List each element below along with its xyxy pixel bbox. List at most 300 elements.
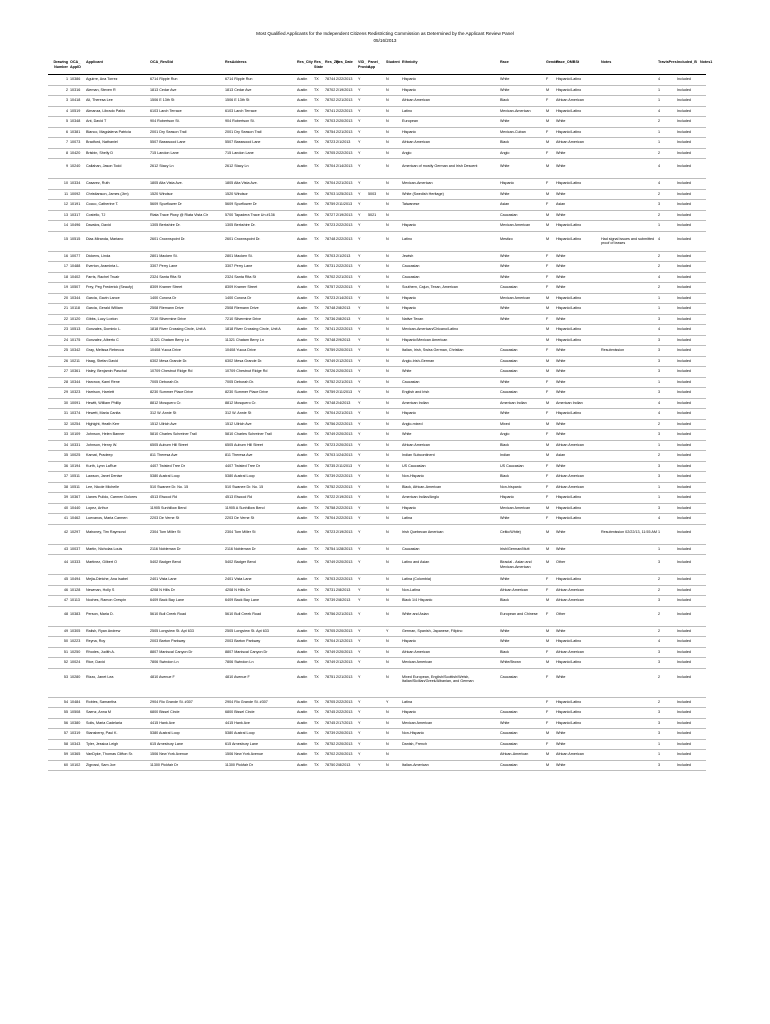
column-header: Notes: [601, 60, 612, 64]
cell-city: Austin: [297, 274, 308, 279]
cell-addr: 4810 Avenue F: [225, 674, 250, 679]
cell-inc: Included: [677, 400, 691, 405]
cell-n: 14: [63, 223, 68, 227]
cell-st: TX: [314, 150, 319, 155]
cell-date: 2/1/2013: [336, 253, 351, 258]
cell-tp: 3: [658, 762, 661, 767]
cell-vid: Y: [358, 611, 361, 616]
cell-date: 2/22/2013: [336, 236, 353, 241]
cell-id: 10025: [70, 453, 81, 457]
cell-inc: Included: [677, 202, 691, 206]
cell-st: TX: [314, 77, 319, 81]
cell-zip: 78705: [325, 628, 336, 633]
cell-zip: 78723: [325, 529, 336, 534]
cell-inc: Included: [677, 181, 691, 185]
cell-st: TX: [314, 337, 319, 342]
cell-date: 2/22/2013: [336, 710, 353, 714]
cell-race: Hispanic: [500, 495, 515, 499]
cell-name: Reyna, Roy: [86, 639, 106, 643]
cell-st: TX: [314, 598, 319, 602]
cell-name: Aguirre, Ana Torrez: [86, 77, 118, 81]
cell-eth: Black 1/4 Hispanic: [402, 598, 433, 602]
cell-omb: White: [556, 762, 566, 767]
cell-inc: Included: [677, 463, 691, 468]
cell-oca: 1400 Corona Dr: [150, 295, 177, 300]
cell-city: Austin: [297, 129, 308, 134]
cell-date: 2/20/2013: [336, 348, 353, 352]
cell-st: TX: [314, 453, 319, 457]
cell-addr: 312 W. Annie St: [225, 411, 252, 415]
cell-g: M: [546, 560, 550, 564]
cell-zip: 78731: [325, 587, 336, 592]
cell-st: TX: [314, 191, 319, 196]
cell-n: 47: [63, 598, 68, 602]
cell-tp: 4: [658, 411, 661, 415]
cell-race: Mexican American: [500, 505, 531, 510]
cell-stu: N: [386, 720, 389, 725]
cell-oca: 8309 Kramer Street: [150, 285, 183, 289]
cell-n: 45: [63, 577, 68, 581]
cell-city: Austin: [297, 560, 308, 564]
cell-n: 58: [63, 741, 68, 746]
cell-st: TX: [314, 587, 319, 592]
cell-inc: Included: [677, 598, 691, 602]
cell-zip: 78741: [325, 108, 336, 113]
cell-g: F: [546, 611, 549, 616]
cell-eth: African American: [402, 649, 430, 654]
cell-tp: 1: [658, 495, 661, 499]
cell-vid: Y: [358, 720, 361, 725]
cell-id: 10381: [70, 129, 81, 134]
cell-g: M: [546, 752, 550, 756]
cell-tp: 1: [658, 546, 661, 551]
cell-omb: Hispanic/Latino: [556, 699, 582, 704]
cell-omb: White: [556, 628, 566, 633]
cell-addr: 2116 Nobleman Dr: [225, 546, 256, 551]
title-line-2: 05/16/2013: [373, 38, 397, 43]
cell-inc: Included: [677, 348, 691, 352]
cell-stu: N: [386, 98, 389, 102]
cell-city: Austin: [297, 660, 308, 664]
cell-tp: 4: [658, 400, 661, 405]
cell-date: 2/20/2013: [336, 432, 353, 436]
cell-n: 28: [63, 379, 68, 384]
cell-oca: 1818 River Crossing Circle, Unit A: [150, 327, 206, 331]
cell-vid: Y: [358, 741, 361, 746]
title-line-1: Most Qualified Applicants for the Independent Citizens Redistricting Commission as Determined by the Applicant Review Panel: [256, 31, 514, 36]
cell-id: 10109: [70, 432, 81, 436]
cell-notes: Resubmission: [601, 348, 625, 352]
cell-omb: White: [556, 358, 566, 363]
cell-name: Hewitt, William Phillip: [86, 400, 122, 405]
table-row: [48, 107, 706, 118]
cell-tp: 2: [658, 119, 661, 123]
cell-addr: 4513 Elwood Rd: [225, 495, 253, 499]
cell-vid: Y: [358, 577, 361, 581]
table-row: [48, 493, 706, 504]
cell-city: Austin: [297, 598, 308, 602]
cell-addr: 1520 Windsor: [225, 191, 248, 196]
table-row: [48, 740, 706, 751]
cell-vid: Y: [358, 463, 361, 468]
cell-name: Lawson, Janet Denise: [86, 474, 123, 478]
table-body: [48, 75, 706, 771]
cell-st: TX: [314, 212, 319, 217]
cell-n: 54: [63, 699, 68, 704]
cell-n: 29: [63, 390, 68, 394]
cell-inc: Included: [677, 495, 691, 499]
cell-omb: American Indian: [556, 400, 583, 405]
cell-g: F: [546, 516, 549, 520]
cell-eth: Black, African-American: [402, 484, 442, 489]
cell-tp: 3: [658, 337, 661, 342]
cell-addr: 6800 Bissel Circle: [225, 710, 255, 714]
cell-tp: 4: [658, 516, 661, 520]
cell-race: Black: [500, 442, 510, 447]
cell-race: Caucasian: [500, 762, 518, 767]
cell-id: 10488: [70, 264, 81, 268]
table-row: [48, 420, 706, 431]
cell-zip: 78754: [325, 129, 336, 134]
cell-n: 60: [63, 762, 68, 767]
cell-eth: Caucasian: [402, 379, 420, 384]
cell-oca: 2904 Rio Grande St. #307: [150, 699, 193, 704]
cell-oca: 2304 Tom Miller St: [150, 529, 181, 534]
cell-name: Davalos, David: [86, 223, 111, 227]
cell-inc: Included: [677, 150, 691, 155]
cell-id: 10380: [70, 720, 81, 725]
cell-date: 2/22/2013: [336, 421, 353, 426]
cell-race: Celtic/White): [500, 529, 521, 534]
cell-n: 23: [63, 327, 68, 331]
cell-name: Lopez, Arthur: [86, 505, 108, 510]
cell-date: 2/14/2013: [336, 295, 353, 300]
cell-addr: 2904 Rio Grande St. #307: [225, 699, 268, 704]
cell-addr: 7806 Swindon Ln: [225, 660, 254, 664]
cell-id: 10344: [70, 295, 81, 300]
cell-race: European and Chinese: [500, 611, 538, 616]
cell-omb: Other: [556, 611, 566, 616]
table-row: [48, 399, 706, 410]
cell-tp: 3: [658, 390, 661, 394]
cell-id: 10440: [70, 505, 81, 510]
cell-omb: White: [556, 421, 566, 426]
cell-date: 2/9/2013: [336, 337, 351, 342]
cell-inc: Included: [677, 421, 691, 426]
cell-g: F: [546, 411, 549, 415]
cell-id: 10344: [70, 379, 81, 384]
cell-oca: 6505 Auburn Hill Street: [150, 442, 188, 447]
cell-omb: White: [556, 529, 566, 534]
cell-stu: N: [386, 660, 389, 664]
cell-date: 2/21/2013: [336, 379, 353, 384]
cell-stu: N: [386, 274, 389, 279]
cell-eth: Latino: [402, 108, 413, 113]
cell-city: Austin: [297, 202, 308, 206]
cell-name: Lee, Nicole Michelle: [86, 484, 119, 489]
cell-eth: German, Spanish, Japanese, Filipino: [402, 628, 463, 633]
cell-inc: Included: [677, 710, 691, 714]
column-header: OCA_ AppID: [70, 60, 81, 69]
cell-zip: 78757: [325, 285, 336, 289]
cell-date: 2/21/2013: [336, 674, 353, 679]
cell-addr: 5609 Spurflower Dr: [225, 202, 257, 206]
cell-g: M: [546, 442, 550, 447]
cell-city: Austin: [297, 87, 308, 92]
cell-zip: 78703: [325, 253, 336, 258]
cell-n: 48: [63, 611, 68, 616]
cell-stu: N: [386, 432, 389, 436]
cell-vid: Y: [358, 129, 361, 134]
cell-g: F: [546, 674, 549, 679]
cell-race: Black: [500, 474, 510, 478]
cell-id: 10128: [70, 587, 81, 592]
cell-city: Austin: [297, 295, 308, 300]
cell-zip: 78703: [325, 191, 336, 196]
cell-oca: 4415 Hank Ave: [150, 720, 175, 725]
cell-tp: 4: [658, 108, 661, 113]
cell-g: F: [546, 181, 549, 185]
cell-stu: N: [386, 236, 389, 241]
cell-oca: 10709 Chestnut Ridge Rd: [150, 369, 193, 373]
cell-race: Mexican-Cuban: [500, 129, 526, 134]
cell-oca: 11905 Sunhillow Bend: [150, 505, 187, 510]
cell-id: 10511: [70, 474, 80, 478]
cell-g: M: [546, 369, 550, 373]
cell-oca: 7210 Silvermine Drive: [150, 316, 187, 321]
cell-omb: Hispanic/Latino: [556, 639, 582, 643]
cell-stu: N: [386, 546, 389, 551]
cell-oca: 1520 Windsor: [150, 191, 173, 196]
cell-zip: 78723: [325, 295, 336, 300]
table-row: [48, 283, 706, 294]
cell-tp: 3: [658, 348, 661, 352]
cell-date: 2/8/2013: [336, 598, 351, 602]
table-row: [48, 586, 706, 597]
cell-vid: Y: [358, 202, 361, 206]
cell-date: 2/11/2013: [336, 463, 353, 468]
cell-omb: White: [556, 741, 566, 746]
cell-oca: 2116 Nobleman Dr: [150, 546, 181, 551]
cell-omb: White: [556, 164, 566, 168]
table-row: [48, 637, 706, 648]
cell-zip: 78749: [325, 660, 336, 664]
cell-name: Bradford, Nathaniel: [86, 140, 118, 144]
cell-race: Hispanic: [500, 181, 515, 185]
table-row: [48, 149, 706, 160]
table-row: [48, 430, 706, 441]
cell-eth: Non-Latina: [402, 587, 421, 592]
cell-inc: Included: [677, 577, 691, 581]
cell-race: Caucasian: [500, 285, 518, 289]
cell-addr: 8812 Mosquero Cr.: [225, 400, 257, 405]
cell-g: M: [546, 223, 550, 227]
cell-zip: 78749: [325, 649, 336, 654]
cell-vid: Y: [358, 432, 361, 436]
cell-n: 33: [63, 432, 68, 436]
cell-inc: Included: [677, 98, 691, 102]
cell-n: 39: [63, 495, 68, 499]
cell-tp: 1: [658, 442, 661, 447]
cell-omb: White: [556, 119, 566, 123]
cell-inc: Included: [677, 453, 691, 457]
cell-tp: 1: [658, 295, 661, 300]
cell-stu: N: [386, 316, 389, 321]
cell-zip: 78749: [325, 560, 336, 564]
cell-tp: 1: [658, 529, 661, 534]
cell-g: F: [546, 710, 549, 714]
cell-zip: 78736: [325, 316, 336, 321]
cell-n: 27: [63, 369, 68, 373]
cell-date: 2/22/2013: [336, 484, 353, 489]
cell-eth: Latino and Asian: [402, 560, 430, 564]
cell-date: 2/22/2013: [336, 516, 353, 520]
cell-city: Austin: [297, 348, 308, 352]
cell-city: Austin: [297, 720, 308, 725]
cell-stu: N: [386, 369, 389, 373]
table-row: [48, 357, 706, 368]
cell-vid: Y: [358, 587, 361, 592]
cell-oca: 615 Arnesbury Lane: [150, 741, 184, 746]
cell-addr: 2304 Tom Miller St: [225, 529, 256, 534]
cell-eth: Anglo-Irish-German: [402, 358, 435, 363]
cell-id: 10508: [70, 710, 81, 714]
cell-id: 10194: [70, 463, 81, 468]
cell-st: TX: [314, 181, 319, 185]
cell-date: 2/20/2013: [336, 119, 353, 123]
cell-name: Johnson, Helen Banner: [86, 432, 125, 436]
cell-inc: Included: [677, 164, 691, 168]
cell-id: 10496: [70, 223, 81, 227]
cell-g: F: [546, 253, 549, 258]
cell-st: TX: [314, 236, 319, 241]
table-row: [48, 294, 706, 305]
cell-zip: 78704: [325, 411, 336, 415]
cell-g: F: [546, 285, 549, 289]
cell-g: M: [546, 529, 550, 534]
cell-inc: Included: [677, 516, 691, 520]
cell-race: Biracial - Asian and Mexican-American: [500, 560, 532, 569]
cell-race: Caucasian: [500, 390, 518, 394]
table-row: [48, 388, 706, 399]
cell-oca: 510 Swanee Dr. No. 15: [150, 484, 189, 489]
cell-city: Austin: [297, 529, 308, 534]
cell-omb: Hispanic/Latino: [556, 495, 582, 499]
cell-tp: 1: [658, 484, 661, 489]
cell-zip: 78704: [325, 181, 336, 185]
cell-name: Brisbin, Shelly D: [86, 150, 114, 155]
cell-eth: US Caucasian: [402, 463, 426, 468]
cell-name: VanDyke, Thomas Clifton Sr.: [86, 752, 133, 756]
cell-eth: Hispanic: [402, 411, 417, 415]
cell-city: Austin: [297, 264, 308, 268]
cell-st: TX: [314, 264, 319, 268]
table-row: [48, 179, 706, 190]
cell-vid: Y: [358, 442, 361, 447]
cell-id: 10343: [70, 741, 81, 746]
cell-inc: Included: [677, 731, 691, 735]
cell-zip: 78748: [325, 306, 336, 310]
cell-city: Austin: [297, 212, 308, 217]
cell-vid: Y: [358, 108, 361, 113]
cell-tp: 3: [658, 660, 661, 664]
cell-name: Kurth, Lynn LaRue: [86, 463, 117, 468]
cell-stu: N: [386, 390, 389, 394]
cell-city: Austin: [297, 327, 308, 331]
cell-addr: 1305 Berkshire Dr.: [225, 223, 256, 227]
cell-city: Austin: [297, 164, 308, 168]
cell-st: TX: [314, 295, 319, 300]
cell-date: 2/22/2013: [336, 223, 353, 227]
cell-st: TX: [314, 649, 319, 654]
cell-name: Dickens, Linda: [86, 253, 111, 258]
cell-vid: Y: [358, 327, 361, 331]
cell-name: Person, Maria D.: [86, 611, 114, 616]
cell-id: 10191: [70, 202, 81, 206]
cell-city: Austin: [297, 649, 308, 654]
cell-oca: 8812 Mosquero Cr.: [150, 400, 182, 405]
cell-n: 24: [63, 337, 68, 342]
cell-name: Gray, Melissa Rebecca: [86, 348, 124, 352]
cell-date: 2/19/2013: [336, 495, 353, 499]
cell-tp: 1: [658, 379, 661, 384]
cell-vid: Y: [358, 140, 361, 144]
cell-oca: 312 W. Annie St: [150, 411, 177, 415]
cell-st: TX: [314, 720, 319, 725]
cell-n: 43: [63, 546, 68, 551]
cell-st: TX: [314, 516, 319, 520]
cell-omb: White: [556, 191, 566, 196]
cell-zip: 78759: [325, 390, 336, 394]
cell-zip: 78723: [325, 140, 336, 144]
cell-date: 2/19/2013: [336, 529, 353, 534]
cell-omb: White: [556, 316, 566, 321]
table-row: [48, 75, 706, 86]
cell-oca: 1305 Berkshire Dr.: [150, 223, 181, 227]
cell-city: Austin: [297, 577, 308, 581]
cell-city: Austin: [297, 400, 308, 405]
cell-zip: 78702: [325, 98, 336, 102]
cell-date: 1/25/2013: [336, 191, 353, 196]
cell-omb: African American: [556, 752, 584, 756]
cell-zip: 78745: [325, 710, 336, 714]
cell-date: 2/19/2013: [336, 212, 353, 217]
cell-g: M: [546, 191, 550, 196]
cell-city: Austin: [297, 390, 308, 394]
cell-vid: Y: [358, 264, 361, 268]
table-row: [48, 441, 706, 452]
cell-g: M: [546, 639, 550, 643]
cell-omb: Hispanic/Latino: [556, 411, 582, 415]
cell-n: 13: [63, 212, 68, 217]
cell-inc: Included: [677, 212, 691, 217]
cell-race: Black: [500, 98, 510, 102]
column-header: Notes1: [700, 60, 713, 64]
column-header: Race: [500, 60, 509, 64]
cell-g: F: [546, 587, 549, 592]
cell-name: Gonzales, Dominic L.: [86, 327, 122, 331]
cell-date: 2/21/2013: [336, 98, 353, 102]
cell-st: TX: [314, 421, 319, 426]
cell-n: 40: [63, 505, 68, 510]
cell-city: Austin: [297, 639, 308, 643]
cell-stu: N: [386, 202, 389, 206]
cell-n: 49: [63, 628, 68, 633]
cell-id: 10092: [70, 191, 81, 196]
cell-race: Asian: [500, 202, 510, 206]
cell-g: M: [546, 87, 550, 92]
cell-n: 36: [63, 463, 68, 468]
